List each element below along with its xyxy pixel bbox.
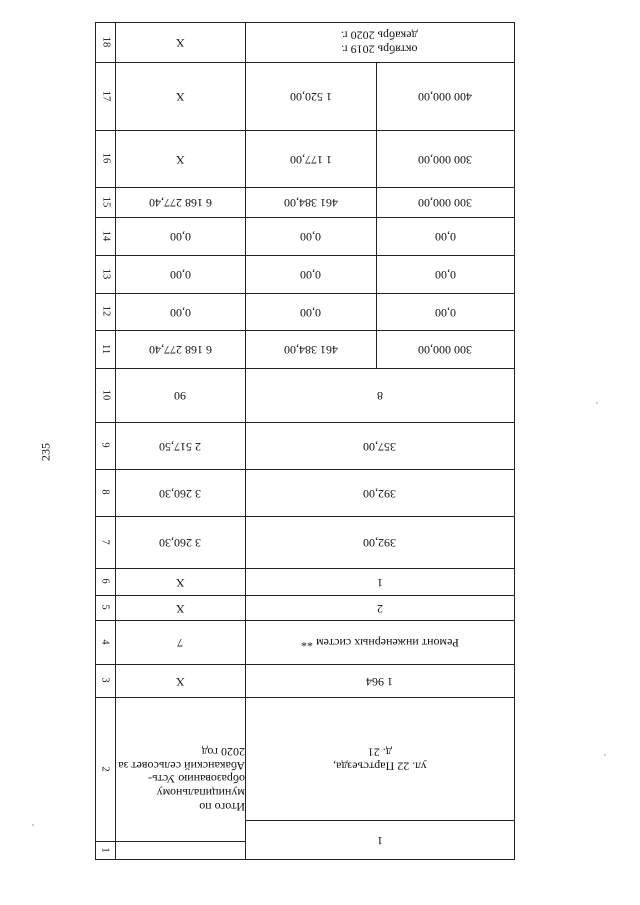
total-cell-18: X <box>175 35 185 50</box>
record-cell-14b: 0,00 <box>434 229 456 244</box>
total-cell-3: X <box>175 674 185 689</box>
col-number-18: 18 <box>100 36 112 48</box>
record-address: ул. 22 Партсъезда, д. 21 <box>332 745 427 774</box>
total-cell-9: 2 517,50 <box>159 439 201 454</box>
record-cell-11b: 300 000,00 <box>418 342 472 357</box>
record-cell-1: 1 <box>376 833 383 848</box>
record-cell-16a: 1 177,00 <box>289 152 332 167</box>
total-cell-10: 90 <box>174 388 186 403</box>
record-cell-12b: 0,00 <box>434 305 456 320</box>
col-number-10: 10 <box>100 389 112 401</box>
col-number-6: 6 <box>100 578 112 585</box>
col-number-16: 16 <box>100 153 112 164</box>
total-cell-11: 6 168 277,40 <box>148 342 212 357</box>
col-number-2: 2 <box>100 766 112 772</box>
record-cell-13b: 0,00 <box>434 267 456 282</box>
total-cell-15: 6 168 277,40 <box>148 195 212 210</box>
col-number-4: 4 <box>100 639 112 645</box>
record-cell-12a: 0,00 <box>300 305 321 320</box>
record-cell-10: 8 <box>376 388 383 403</box>
col-number-1: 1 <box>100 847 112 853</box>
total-cell-7: 3 260,30 <box>159 535 201 550</box>
record-cell-18: октябрь 2019 г. декабрь 2020 г. <box>341 29 418 57</box>
record-cell-11a: 461 384,00 <box>283 342 338 357</box>
col-number-17: 17 <box>100 90 112 102</box>
record-cell-6: 1 <box>376 575 383 590</box>
record-cell-3: 1 964 <box>366 674 393 689</box>
total-cell-5: X <box>175 601 185 616</box>
record-cell-16b: 300 000,00 <box>418 152 472 167</box>
record-cell-15a: 461 384,00 <box>283 195 338 210</box>
record-cell-7: 392,00 <box>363 535 396 550</box>
record-cell-17a: 1 520,00 <box>289 89 332 104</box>
total-cell-4: 7 <box>177 635 183 650</box>
rotated-table <box>95 22 515 860</box>
col-number-11: 11 <box>100 343 112 355</box>
total-label: Итого по муниципальному образованию Усть- Абаканский сельсовет за 2020 год <box>118 744 245 814</box>
col-number-7: 7 <box>100 539 112 545</box>
record-cell-4: Ремонт инженерных систем ** <box>300 635 459 650</box>
record-cell-13a: 0,00 <box>300 267 321 282</box>
record-cell-9: 357,00 <box>363 439 396 454</box>
col-number-15: 15 <box>100 196 112 208</box>
record-cell-5: 2 <box>376 601 383 616</box>
record-cell-15b: 300 000,00 <box>418 195 472 210</box>
col-number-14: 14 <box>100 230 112 242</box>
col-number-3: 3 <box>100 677 112 684</box>
record-cell-8: 392,00 <box>363 486 396 501</box>
total-cell-16: X <box>175 152 185 167</box>
page-number: 235 <box>38 443 53 461</box>
col-number-9: 9 <box>100 442 112 449</box>
total-cell-8: 3 260,30 <box>159 486 201 501</box>
total-cell-12: 0,00 <box>169 305 191 320</box>
total-cell-6: X <box>175 575 185 590</box>
total-cell-13: 0,00 <box>169 267 191 282</box>
total-cell-17: X <box>175 89 185 104</box>
total-cell-14: 0,00 <box>169 229 191 244</box>
col-number-5: 5 <box>100 604 112 611</box>
col-number-13: 13 <box>100 268 112 280</box>
record-cell-17b: 400 000,00 <box>418 89 472 104</box>
col-number-8: 8 <box>100 489 112 496</box>
col-number-12: 12 <box>100 306 112 317</box>
record-cell-14a: 0,00 <box>300 229 321 244</box>
